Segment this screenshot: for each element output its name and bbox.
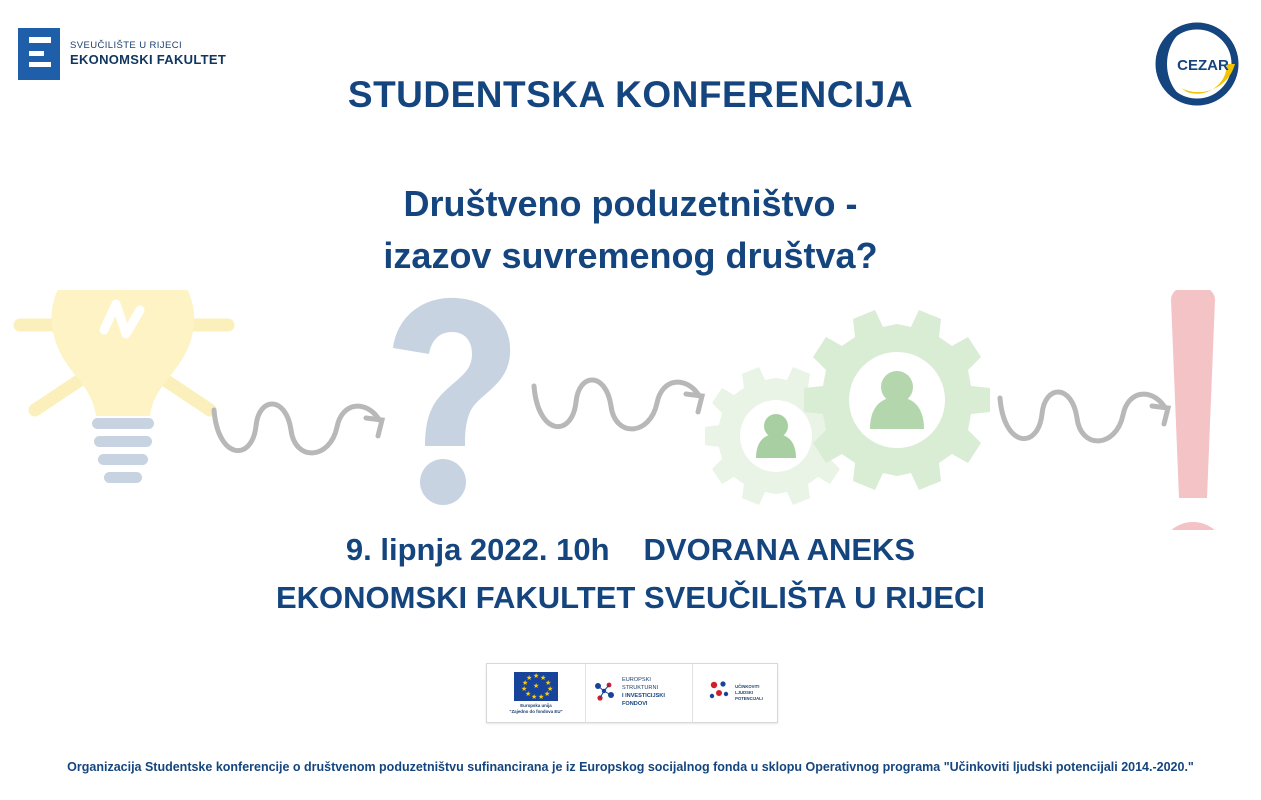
svg-text:CEZAR: CEZAR bbox=[1177, 57, 1229, 74]
university-logo-text bbox=[70, 40, 226, 68]
ulp-program-line3: POTENCIJALI bbox=[735, 695, 763, 701]
eu-flag-icon bbox=[514, 672, 558, 701]
eu-funding-logo-strip bbox=[486, 663, 778, 723]
esi-funds-line1: EUROPSKI STRUKTURNI bbox=[622, 677, 659, 692]
ulp-program-line2: LJUDSKI bbox=[735, 690, 754, 696]
esi-funds-line2: I INVESTICIJSKI FONDOVI bbox=[622, 693, 665, 707]
esi-funds-icon bbox=[591, 680, 617, 706]
question-mark-icon bbox=[393, 298, 510, 505]
event-datetime: 9. lipnja 2022. 10h bbox=[345, 532, 610, 567]
ulp-program-icon bbox=[707, 678, 731, 709]
esi-funds-block bbox=[585, 664, 692, 722]
funding-footnote: Organizacija Studentske konferencije o društvenom poduzetništvu sufinancirana je iz Europskog socijalnog fonda u sklopu Operativnog programa "Učinkoviti ljudski potencijali 2014.-2020." bbox=[67, 760, 1194, 774]
curly-arrow-icon bbox=[534, 380, 702, 429]
event-venue: DVORANA ANEKS bbox=[643, 532, 916, 567]
ulp-program-text bbox=[735, 684, 763, 702]
illustration-band bbox=[0, 290, 1261, 530]
university-logo bbox=[18, 28, 226, 80]
event-datetime-venue bbox=[0, 532, 1261, 568]
university-logo-line2: EKONOMSKI FAKULTET bbox=[70, 51, 227, 67]
event-institution: EKONOMSKI FAKULTET SVEUČILIŠTA U RIJECI bbox=[275, 580, 986, 615]
page-subtitle-line1: Društveno poduzetništvo - bbox=[403, 183, 858, 224]
gears-people-icon bbox=[705, 310, 990, 505]
university-logo-line1: SVEUČILIŠTE U RIJECI bbox=[70, 39, 182, 51]
page-subtitle bbox=[0, 178, 1261, 282]
eu-flag-caption-line2: "Zajedno do fondova EU" bbox=[509, 708, 563, 714]
eu-flag-block bbox=[487, 664, 585, 722]
curly-arrow-icon bbox=[214, 404, 382, 453]
ulp-program-block bbox=[692, 664, 777, 722]
esi-funds-text bbox=[622, 677, 687, 708]
ulp-program-line1: UČINKOVITI bbox=[735, 684, 760, 690]
page-subtitle-line2: izazov suvremenog društva? bbox=[383, 235, 878, 277]
university-logo-mark bbox=[18, 28, 60, 80]
page-title: STUDENTSKA KONFERENCIJA bbox=[347, 74, 914, 115]
eu-flag-caption-line1: Europska unija bbox=[520, 702, 552, 708]
curly-arrow-icon bbox=[1000, 392, 1168, 441]
university-logo-bar bbox=[29, 62, 51, 67]
eu-flag-caption bbox=[509, 703, 562, 715]
